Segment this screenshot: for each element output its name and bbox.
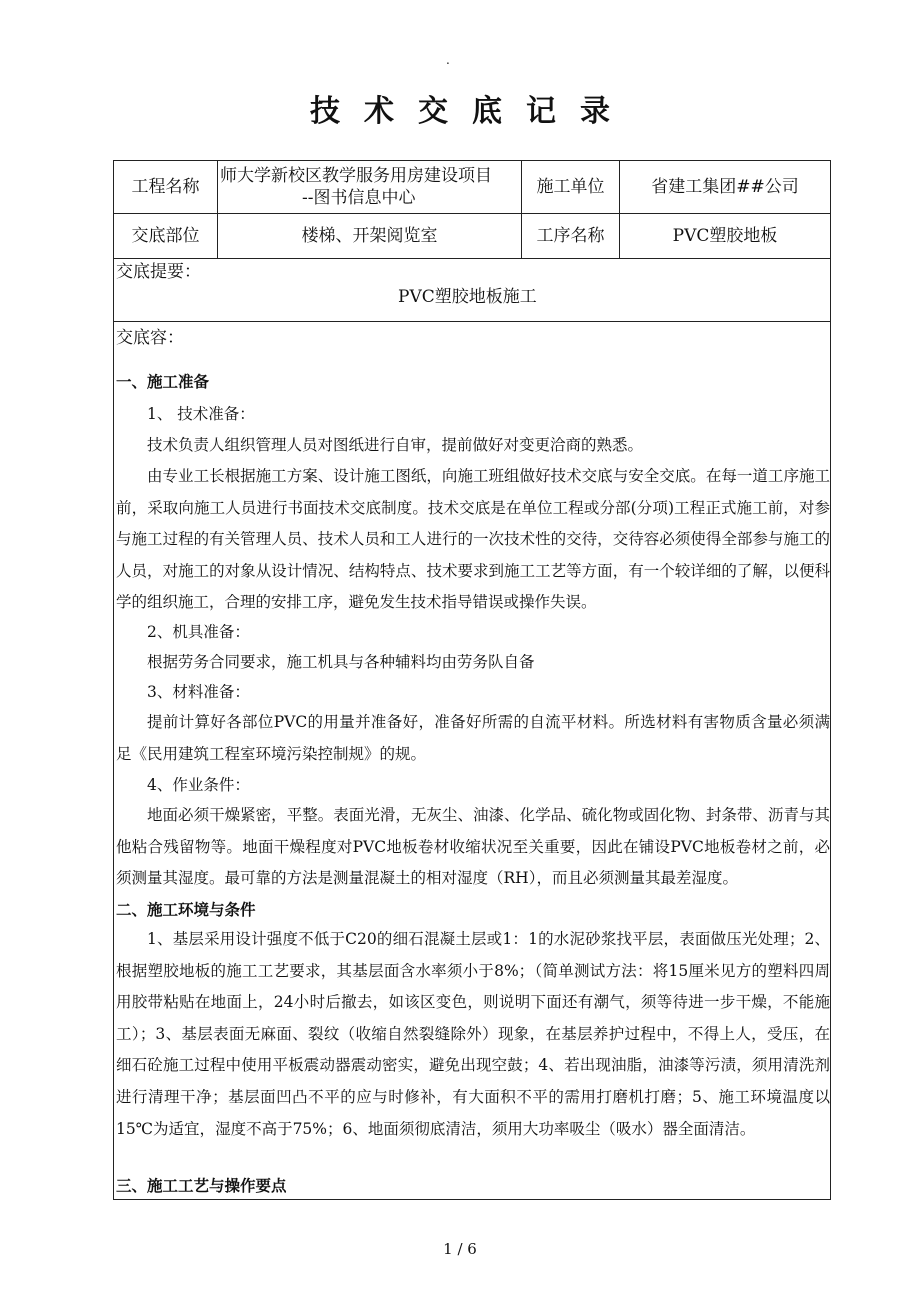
project-name-line2: --图书信息中心 xyxy=(302,188,416,208)
project-name-value xyxy=(218,161,521,213)
page-number: 1 / 6 xyxy=(443,1240,477,1258)
item-technical-prep: 1、 技术准备： xyxy=(147,405,255,423)
section-3-heading: 三、施工工艺与操作要点 xyxy=(116,1177,287,1195)
item-equipment-prep: 2、机具准备： xyxy=(147,623,250,641)
location-value: 楼梯、开架阅览室 xyxy=(301,226,438,246)
paragraph: 地面必须干燥紧密，平整。表面光滑，无灰尘、油漆、化学品、硫化物或固化物、封条带、沥青与其他粘合残留物等。地面干燥程度对PVC地板卷材收缩状况至关重要，因此在铺设PVC地板卷材之前，必须测量其湿度。最可靠的方法是测量混凝土的相对湿度（RH），而且必须测量其最差湿度。 xyxy=(116,806,830,888)
paragraph: 由专业工长根据施工方案、设计施工图纸，向施工班组做好技术交底与安全交底。在每一道工序施工前，采取向施工人员进行书面技术交底制度。技术交底是在单位工程或分部(分项)工程正式施工前，对参与施工过程的有关管理人员、技术人员和工人进行的一次技术性的交待，交待容必须使得全部参与施工的人员，对施工的对象从设计情况、结构特点、技术要求到施工工艺等方面，有一个较详细的了解，以便科学的组织施工，合理的安排工序，避免发生技术指导错误或操作失误。 xyxy=(116,467,830,612)
document-title: 技术交底记录 xyxy=(310,94,634,129)
process-label: 工序名称 xyxy=(536,226,605,246)
process-value: PVC塑胶地板 xyxy=(672,226,778,246)
item-material-prep: 3、材料准备： xyxy=(147,683,250,701)
header-mark: . xyxy=(446,53,450,67)
item-work-conditions: 4、作业条件： xyxy=(147,776,250,794)
paragraph: 提前计算好各部位PVC的用量并准备好，准备好所需的自流平材料。所选材料有害物质含量必须满足《民用建筑工程室环境污染控制规》的规。 xyxy=(116,713,830,763)
contractor-value: 省建工集团##公司 xyxy=(651,177,799,197)
summary-label: 交底提要： xyxy=(116,262,201,282)
table-row-divider xyxy=(113,321,831,322)
paragraph: 技术负责人组织管理人员对图纸进行自审，提前做好对变更洽商的熟悉。 xyxy=(147,436,644,454)
section-1-heading: 一、施工准备 xyxy=(116,373,210,391)
table-bottom-border xyxy=(113,1199,831,1200)
project-name-line1: 师大学新校区教学服务用房建设项目 xyxy=(220,166,492,186)
contractor-label: 施工单位 xyxy=(536,177,605,197)
content-label: 交底容： xyxy=(116,328,184,348)
location-label: 交底部位 xyxy=(131,226,200,246)
paragraph: 根据劳务合同要求，施工机具与各种辅料均由劳务队自备 xyxy=(147,653,535,671)
table-row-divider xyxy=(113,258,831,259)
summary-value: PVC塑胶地板施工 xyxy=(398,287,537,307)
paragraph: 1、基层采用设计强度不低于C20的细石混凝土层或1：1的水泥砂浆找平层，表面做压光处理；2、根据塑胶地板的施工工艺要求，其基层面含水率须小于8%；（简单测试方法：将15厘米见方的塑料四周用胶带粘贴在地面上，24小时后撤去，如该区变色，则说明下面还有潮气，须等待进一步干燥，不能施工）；3、基层表面无麻面、裂纹（收缩自然裂缝除外）现象，在基层养护过程中，不得上人，受压，在细石砼施工过程中使用平板震动器震动密实，避免出现空鼓；4、若出现油脂，油漆等污渍，须用清洗剂进行清理干净；基层面凹凸不平的应与时修补，有大面积不平的需用打磨机打磨；5、施工环境温度以15℃为适宜，湿度不高于75%；6、地面须彻底清洁，须用大功率吸尘（吸水）器全面清洁。 xyxy=(116,930,830,1138)
project-name-label: 工程名称 xyxy=(131,177,200,197)
section-2-heading: 二、施工环境与条件 xyxy=(116,901,256,919)
